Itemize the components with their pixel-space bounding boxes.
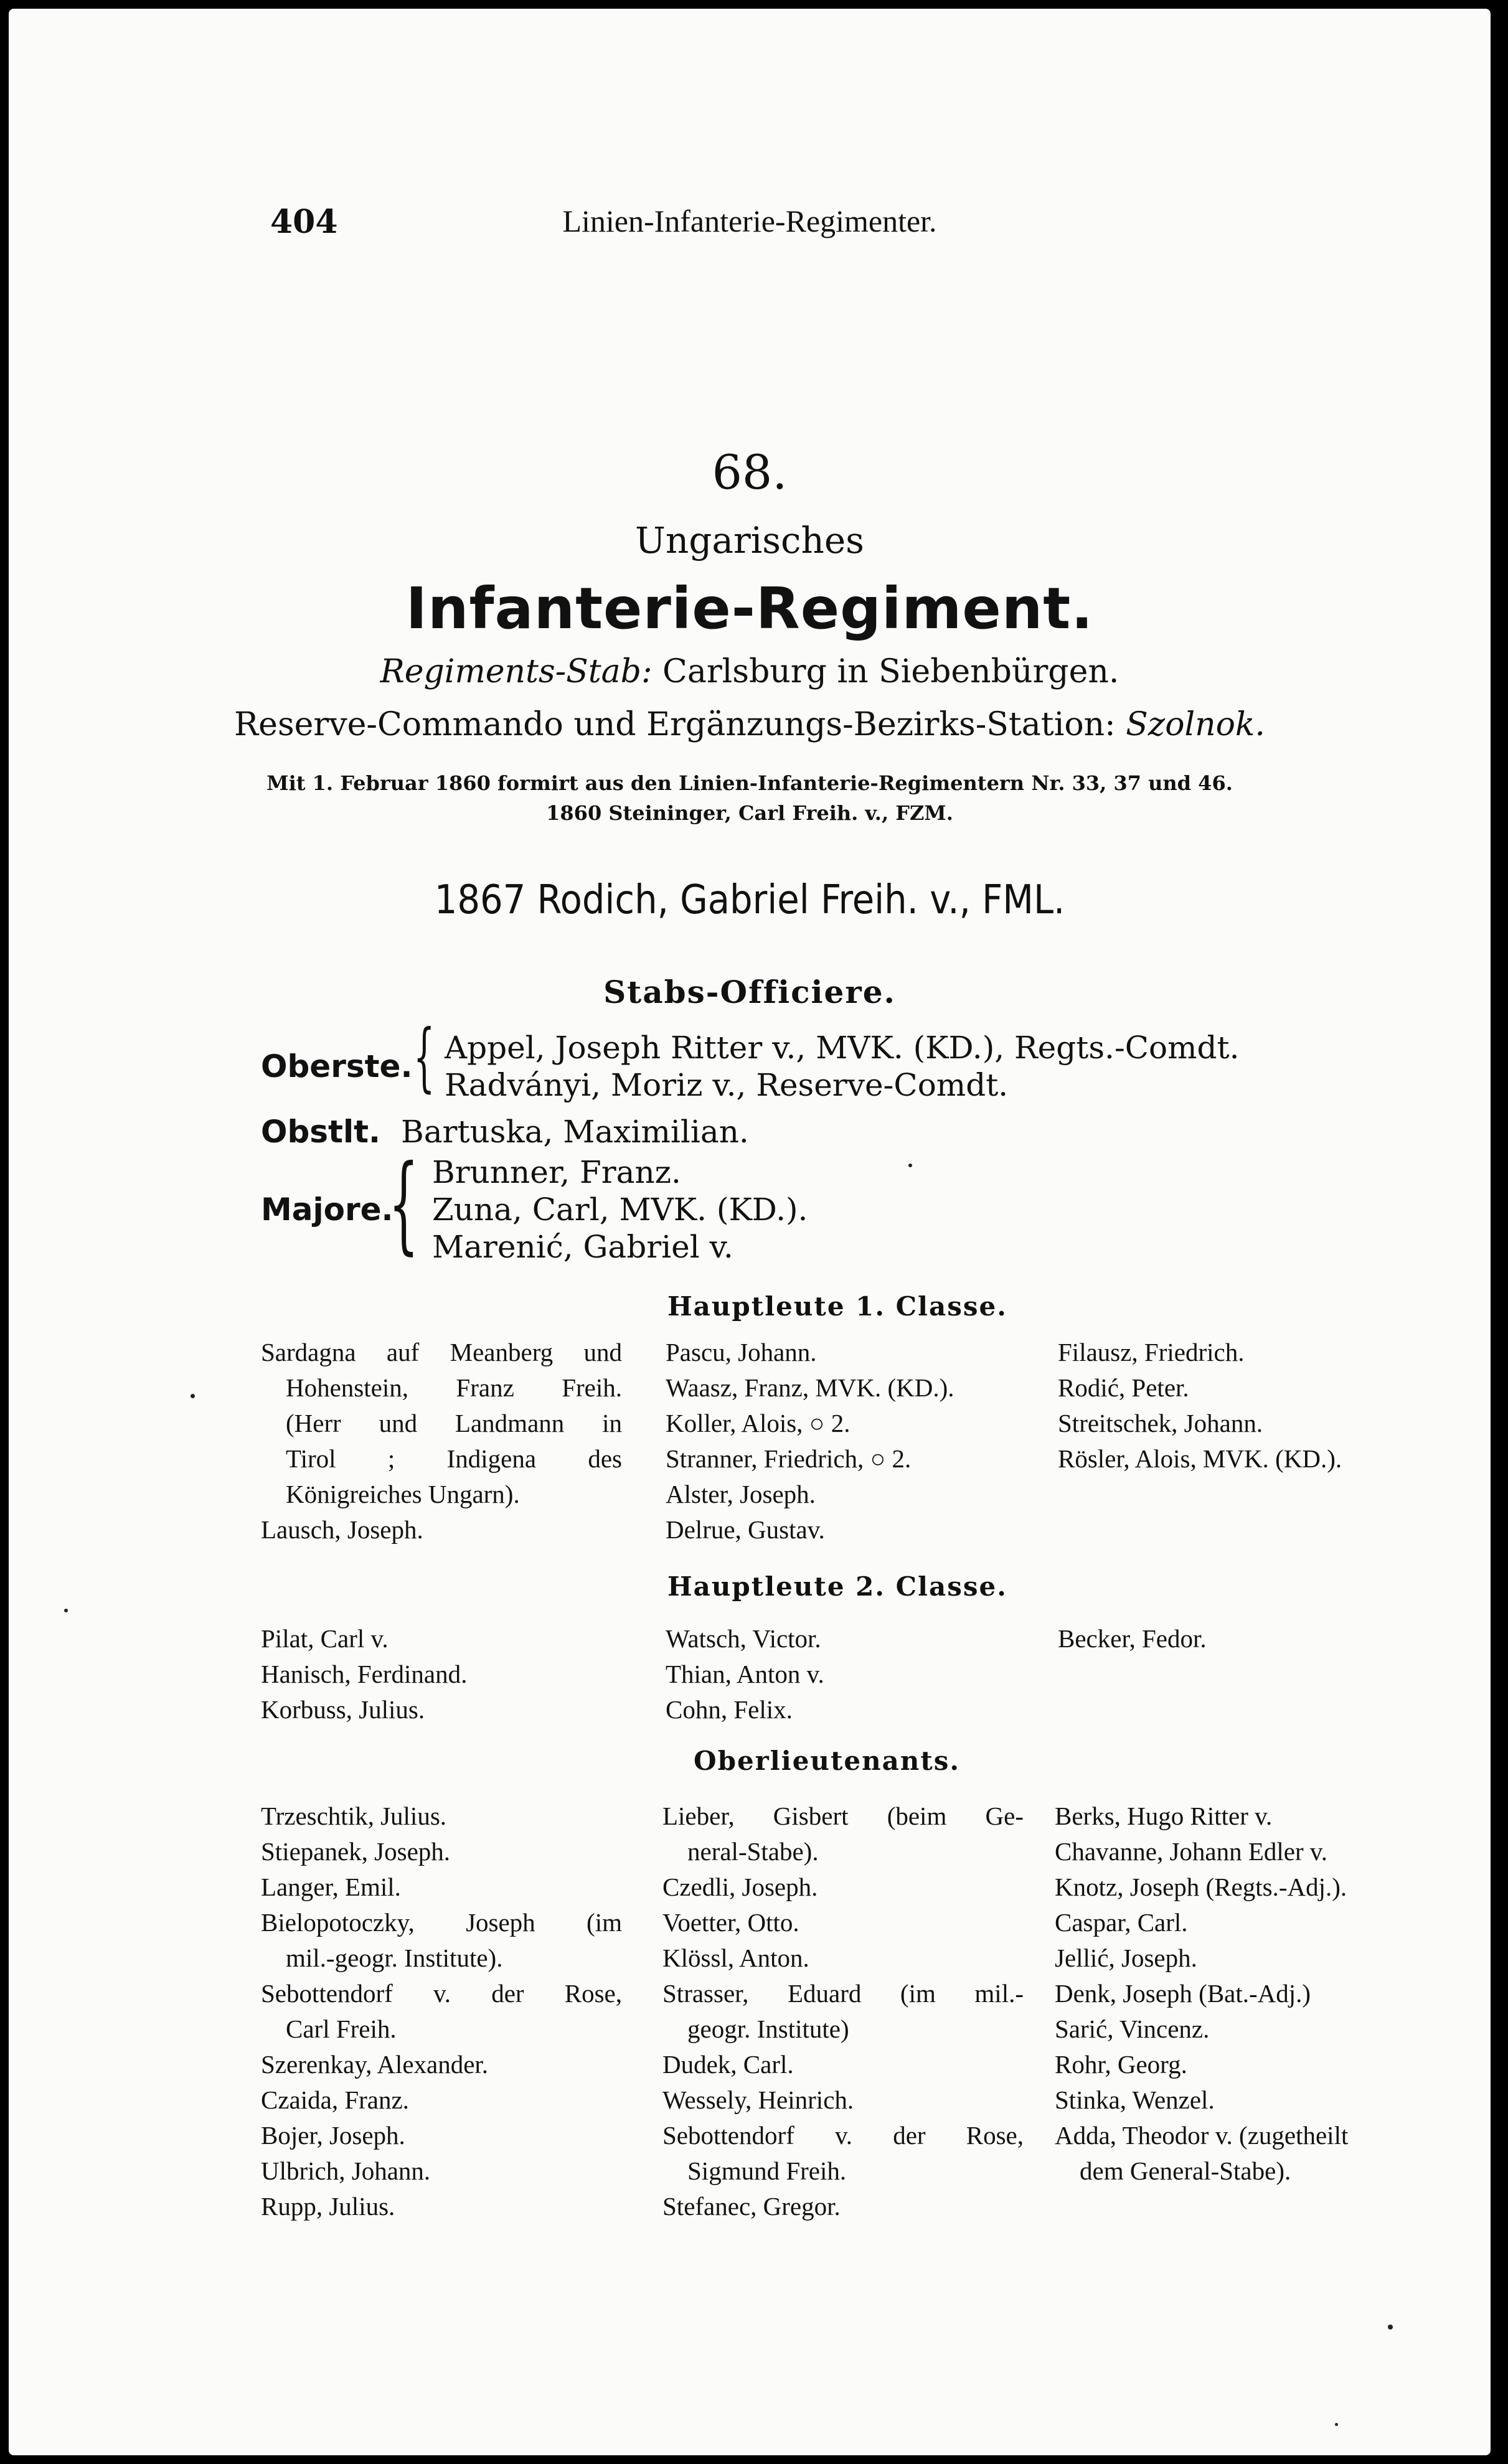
- list-item: Königreiches Ungarn).: [286, 1480, 520, 1508]
- list-item: Adda, Theodor v. (zugetheilt: [1055, 2121, 1349, 2150]
- book-page: [9, 9, 1491, 2455]
- oberst-1: Appel, Joseph Ritter v., MVK. (KD.), Regts.-Comdt.: [445, 1030, 1240, 1066]
- note-line-1: Mit 1. Februar 1860 formirt aus den Linien-Infanterie-Regimentern Nr. 33, 37 und 46.: [266, 771, 1233, 795]
- hauptleute-1-heading: Hauptleute 1. Classe.: [667, 1291, 1007, 1322]
- hauptleute-1-col-3: [1058, 1335, 1342, 1477]
- list-item: Langer, Emil.: [261, 1873, 401, 1901]
- oberlieutenants-col-2: [662, 1799, 1024, 2224]
- list-item: Czedli, Joseph.: [662, 1873, 818, 1901]
- regiments-stab-line: [9, 653, 1491, 690]
- running-head: [9, 203, 1491, 240]
- list-item: Klössl, Anton.: [662, 1944, 809, 1972]
- list-item: Hohenstein, Franz Freih.: [286, 1373, 622, 1402]
- list-item: Delrue, Gustav.: [666, 1515, 825, 1544]
- list-item: Becker, Fedor.: [1058, 1624, 1207, 1653]
- list-item: Strasser, Eduard (im mil.-: [662, 1979, 1024, 2008]
- list-item: Chavanne, Johann Edler v.: [1055, 1837, 1327, 1866]
- reserve-commando-line: [9, 706, 1491, 743]
- list-item: Bielopotoczky, Joseph (im: [261, 1908, 622, 1937]
- list-item: Tirol ; Indigena des: [286, 1444, 622, 1473]
- list-item: Koller, Alois, ○ 2.: [666, 1409, 851, 1437]
- list-item: Jellić, Joseph.: [1055, 1944, 1197, 1972]
- regiment-adjective: Ungarisches: [635, 519, 864, 562]
- list-item: Lausch, Joseph.: [261, 1515, 423, 1544]
- list-item: Denk, Joseph (Bat.-Adj.): [1055, 1979, 1311, 2008]
- list-item: Carl Freih.: [286, 2015, 397, 2043]
- regiment-inhaber: 1867 Rodich, Gabriel Freih. v., FML.: [434, 877, 1065, 923]
- hauptleute-2-col-3: [1058, 1621, 1207, 1657]
- stabs-officiere-heading: Stabs-Officiere.: [603, 974, 896, 1010]
- reserve-value: Szolnok.: [1126, 706, 1265, 743]
- list-item: Pilat, Carl v.: [261, 1624, 389, 1653]
- list-item: Rohr, Georg.: [1055, 2050, 1187, 2079]
- list-item: Wessely, Heinrich.: [662, 2085, 854, 2114]
- majore-label: Majore.: [261, 1192, 393, 1228]
- oberste-brace: {: [413, 1014, 435, 1101]
- major-3: Marenić, Gabriel v.: [432, 1229, 733, 1265]
- note-line-2: 1860 Steininger, Carl Freih. v., FZM.: [546, 801, 953, 825]
- majore-brace: {: [389, 1142, 419, 1266]
- formation-note: [9, 768, 1491, 828]
- list-item: Stinka, Wenzel.: [1055, 2085, 1215, 2114]
- oberlieutenants-col-3: [1055, 1799, 1348, 2189]
- list-item: geogr. Institute): [687, 2015, 849, 2043]
- list-item: Lieber, Gisbert (beim Ge-: [662, 1802, 1024, 1830]
- list-item: Streitschek, Johann.: [1058, 1409, 1263, 1437]
- list-item: Trzeschtik, Julius.: [261, 1802, 447, 1830]
- list-item: Rupp, Julius.: [261, 2192, 395, 2221]
- list-item: Berks, Hugo Ritter v.: [1055, 1802, 1273, 1830]
- list-item: Stranner, Friedrich, ○ 2.: [666, 1444, 912, 1473]
- list-item: Ulbrich, Johann.: [261, 2156, 431, 2185]
- list-item: Szerenkay, Alexander.: [261, 2050, 489, 2079]
- list-item: Sebottendorf v. der Rose,: [662, 2121, 1024, 2150]
- hauptleute-2-col-2: [666, 1621, 824, 1728]
- hauptleute-2-col-1: [261, 1621, 467, 1728]
- list-item: Alster, Joseph.: [666, 1480, 816, 1508]
- reserve-label: Reserve-Commando und Ergänzungs-Bezirks-Station:: [234, 706, 1116, 743]
- list-item: Hanisch, Ferdinand.: [261, 1660, 468, 1688]
- oberlieutenants-col-1: [261, 1799, 622, 2224]
- major-1: Brunner, Franz.: [432, 1154, 681, 1190]
- hauptleute-1-col-1: [261, 1335, 622, 1548]
- list-item: neral-Stabe).: [687, 1837, 819, 1866]
- page-number: 404: [270, 203, 338, 241]
- obstlt-name: Bartuska, Maximilian.: [401, 1114, 749, 1150]
- regiment-title: Infanterie-Regiment.: [405, 575, 1094, 642]
- oberste-label: Oberste.: [261, 1048, 413, 1084]
- list-item: Thian, Anton v.: [666, 1660, 824, 1688]
- regiment-number: 68.: [712, 444, 788, 500]
- list-item: Sardagna auf Meanberg und: [261, 1338, 622, 1366]
- list-item: Korbuss, Julius.: [261, 1695, 425, 1724]
- list-item: Sebottendorf v. der Rose,: [261, 1979, 622, 2008]
- list-item: dem General-Stabe).: [1080, 2156, 1291, 2185]
- oberlieutenants-heading: Oberlieutenants.: [694, 1746, 961, 1776]
- stab-label: Regiments-Stab:: [380, 653, 653, 690]
- list-item: Watsch, Victor.: [666, 1624, 821, 1653]
- hauptleute-1-col-2: [666, 1335, 954, 1548]
- list-item: Dudek, Carl.: [662, 2050, 794, 2079]
- list-item: Filausz, Friedrich.: [1058, 1338, 1245, 1366]
- list-item: Cohn, Felix.: [666, 1695, 793, 1724]
- list-item: Sigmund Freih.: [687, 2156, 847, 2185]
- list-item: Pascu, Johann.: [666, 1338, 817, 1366]
- oberst-2: Radványi, Moriz v., Reserve-Comdt.: [445, 1067, 1009, 1103]
- list-item: Bojer, Joseph.: [261, 2121, 405, 2150]
- obstlt-label: Obstlt.: [261, 1114, 380, 1150]
- list-item: (Herr und Landmann in: [286, 1409, 622, 1437]
- hauptleute-2-heading: Hauptleute 2. Classe.: [667, 1571, 1007, 1602]
- list-item: Voetter, Otto.: [662, 1908, 799, 1937]
- stab-value: Carlsburg in Siebenbürgen.: [662, 653, 1119, 690]
- list-item: Czaida, Franz.: [261, 2085, 409, 2114]
- list-item: mil.-geogr. Institute).: [286, 1944, 503, 1972]
- list-item: Knotz, Joseph (Regts.-Adj.).: [1055, 1873, 1347, 1901]
- list-item: Rösler, Alois, MVK. (KD.).: [1058, 1444, 1342, 1473]
- running-title: Linien-Infanterie-Regimenter.: [562, 204, 937, 238]
- list-item: Caspar, Carl.: [1055, 1908, 1188, 1937]
- list-item: Stefanec, Gregor.: [662, 2192, 841, 2221]
- major-2: Zuna, Carl, MVK. (KD.).: [432, 1192, 808, 1228]
- list-item: Sarić, Vincenz.: [1055, 2015, 1210, 2043]
- list-item: Waasz, Franz, MVK. (KD.).: [666, 1373, 954, 1402]
- list-item: Stiepanek, Joseph.: [261, 1837, 451, 1866]
- list-item: Rodić, Peter.: [1058, 1373, 1189, 1402]
